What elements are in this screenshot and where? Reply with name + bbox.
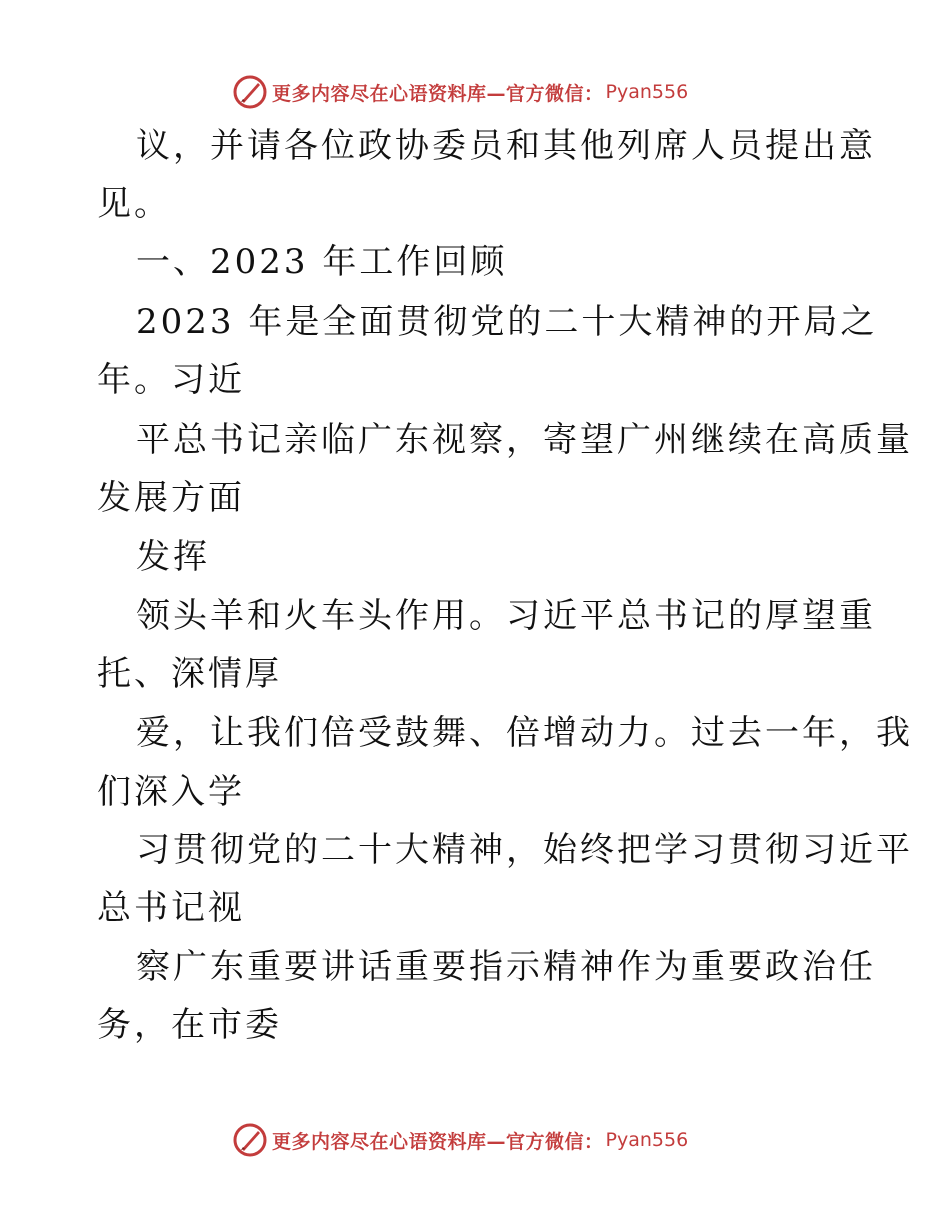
text-line: 发挥 [136,537,210,577]
banner-text: 更多内容尽在心语资料库—官方微信： [272,1130,604,1153]
footer-banner [232,1120,688,1160]
text-line: 察广东重要讲话重要指示精神作为重要政治任 [136,947,876,987]
banner-wechat-id: Pyan556 [605,1129,689,1151]
text-line: 托、深情厚 [97,654,282,694]
text-line: 议，并请各位政协委员和其他列席人员提出意 [136,126,876,166]
text-line: 见。 [97,184,171,224]
text-line: 发展方面 [97,478,245,518]
text-line: 平总书记亲临广东视察，寄望广州继续在高质量 [136,420,913,460]
text-line: 2023 年是全面贯彻党的二十大精神的开局之 [136,302,878,342]
section-heading: 一、2023 年工作回顾 [136,242,508,282]
text-line: 习贯彻党的二十大精神，始终把学习贯彻习近平 [136,830,913,870]
text-line: 们深入学 [97,772,245,812]
text-line: 年。习近 [97,360,245,400]
text-line: 务，在市委 [97,1005,282,1045]
banner-wechat-id: Pyan556 [605,81,689,103]
banner-text: 更多内容尽在心语资料库—官方微信： [272,82,604,105]
text-line: 领头羊和火车头作用。习近平总书记的厚望重 [136,596,876,636]
quill-pen-circle-icon [232,1122,268,1158]
text-line: 爱，让我们倍受鼓舞、倍增动力。过去一年，我 [136,713,913,753]
text-line: 总书记视 [97,888,245,928]
